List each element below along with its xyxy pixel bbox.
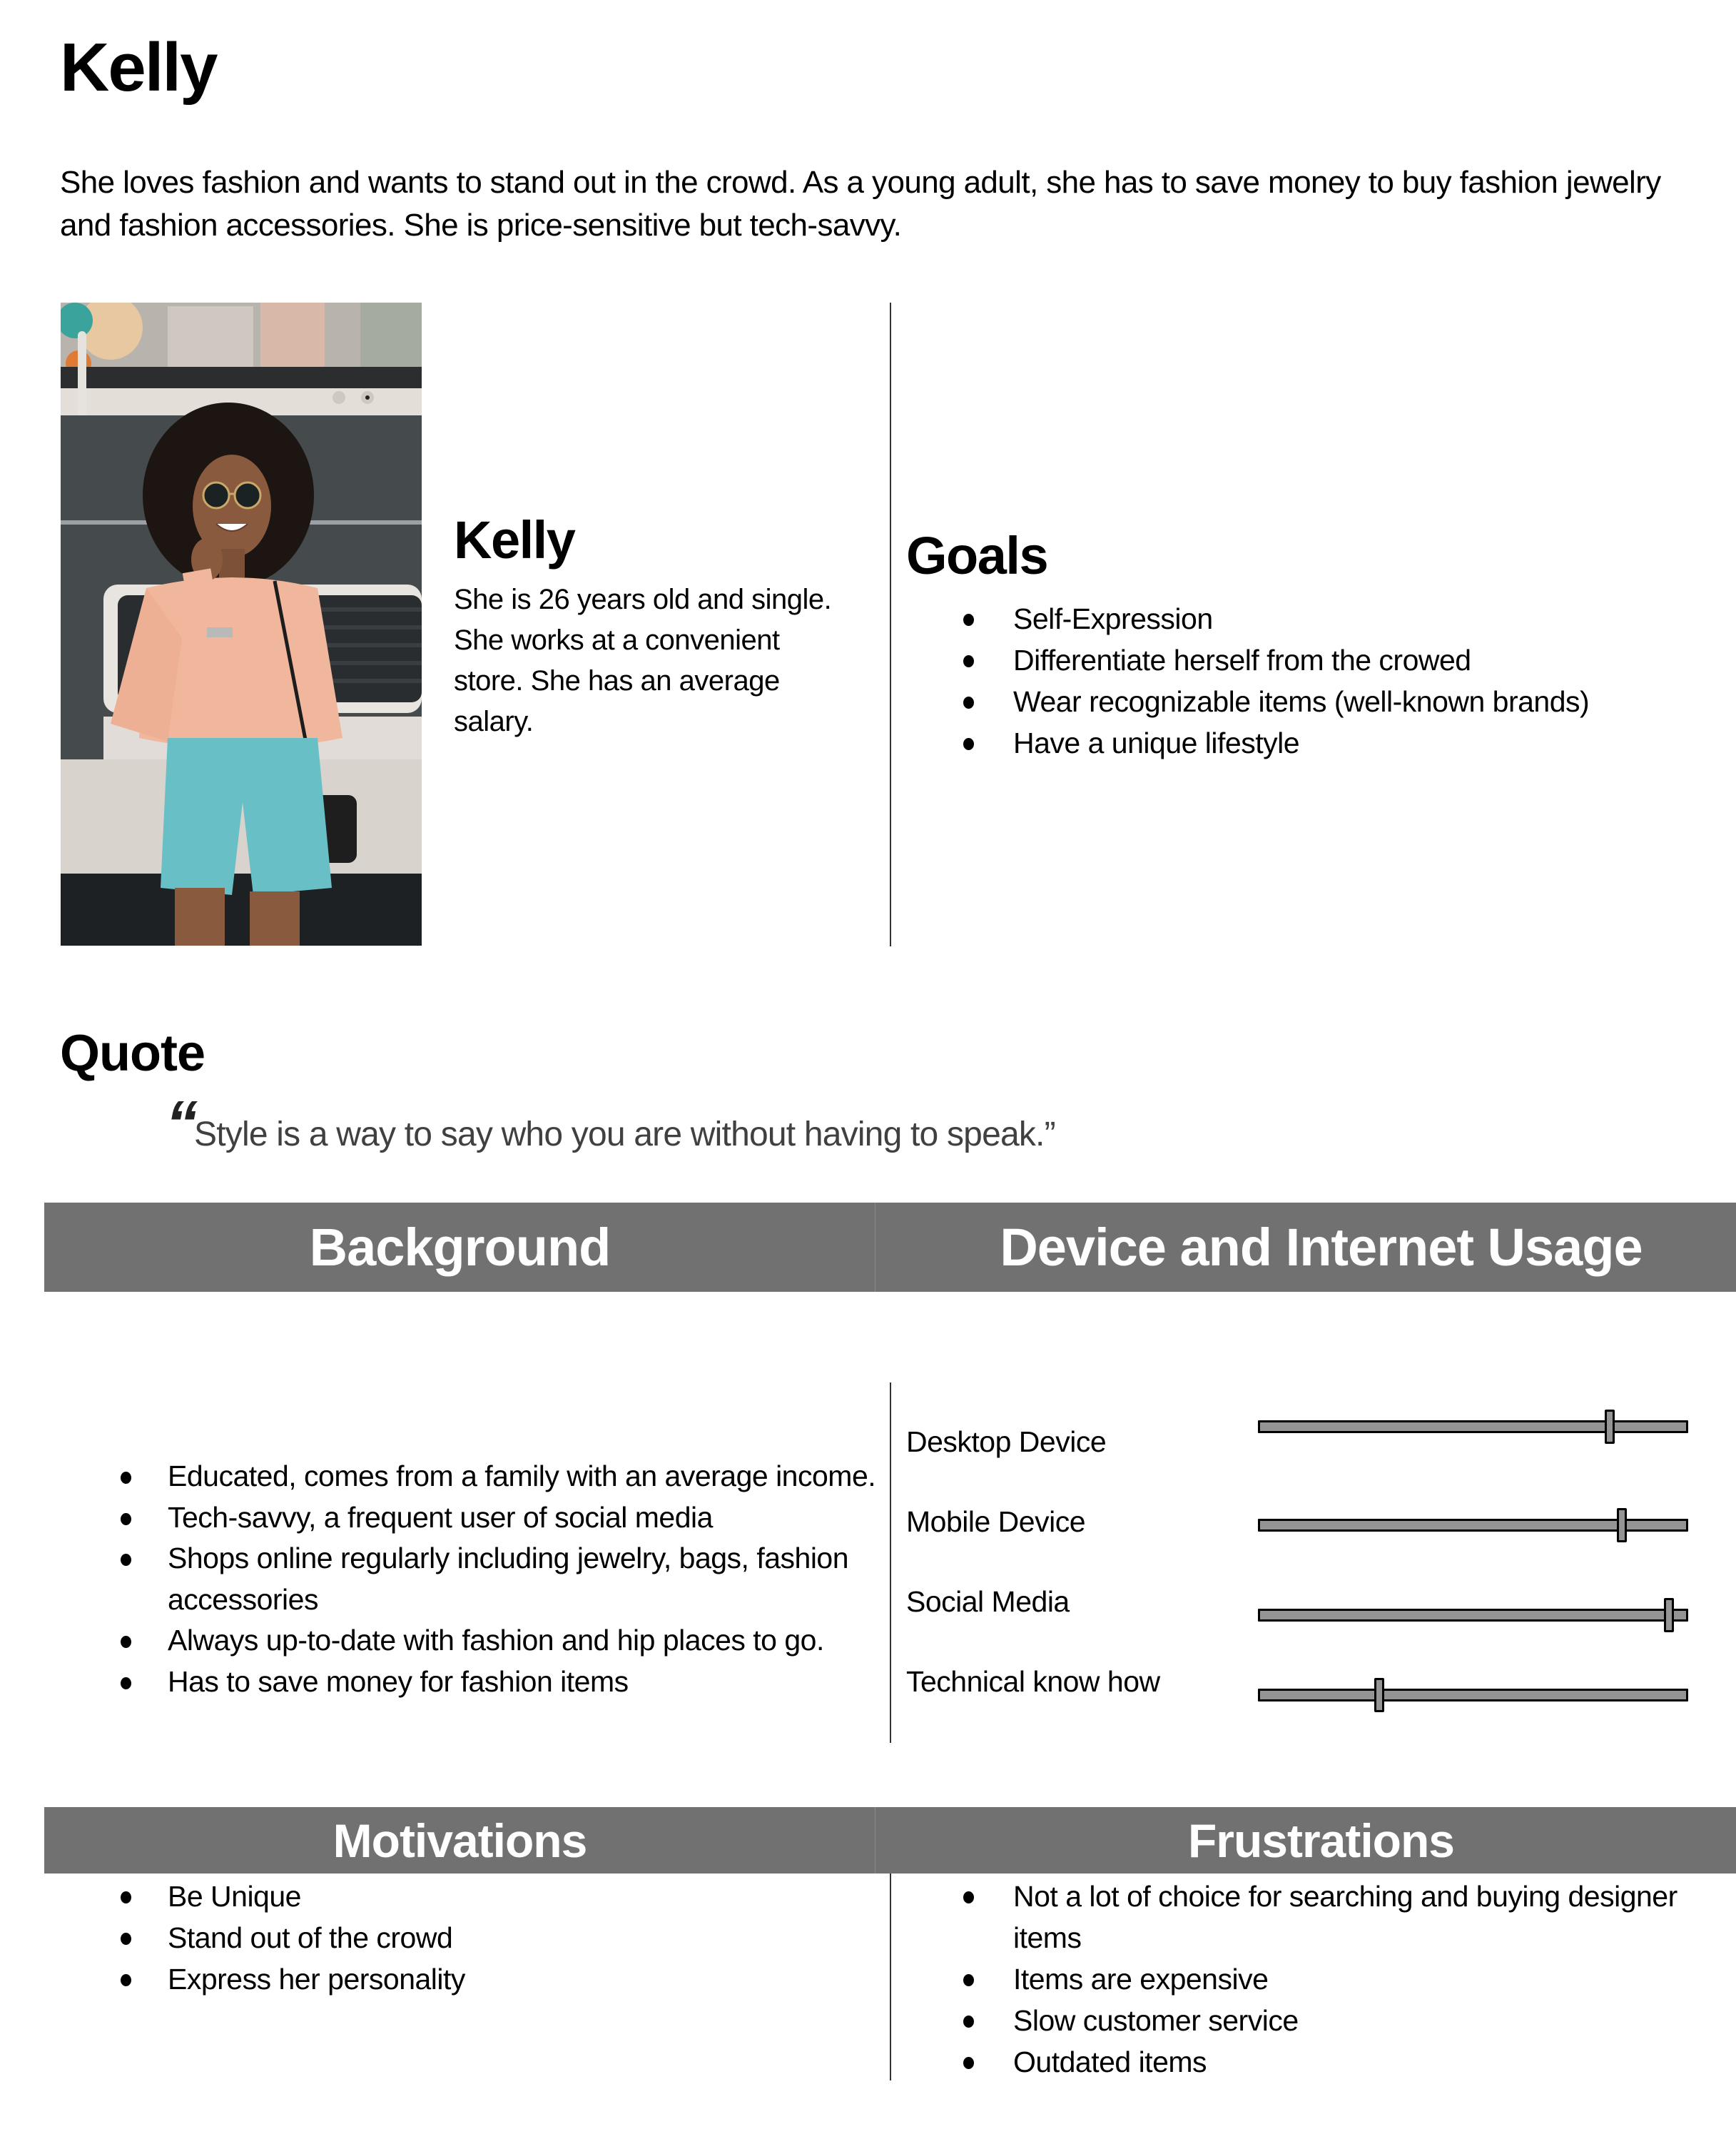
motivation-item: Stand out of the crowd (168, 1917, 881, 1958)
device-label-technical: Technical know how (906, 1665, 1160, 1698)
divider-vertical-bottom (890, 1873, 891, 2080)
divider-vertical-middle (890, 1382, 891, 1743)
device-label-desktop: Desktop Device (906, 1425, 1107, 1458)
section-title-background: Background (309, 1218, 611, 1277)
divider-vertical-top (890, 303, 891, 946)
section-header-device-usage (906, 1203, 1736, 1292)
device-label-mobile: Mobile Device (906, 1505, 1085, 1538)
section-header-frustrations (906, 1807, 1736, 1873)
section-title-frustrations: Frustrations (1187, 1814, 1455, 1867)
slider-desktop-device[interactable] (1258, 1420, 1688, 1433)
background-item: Educated, comes from a family with an average income. (168, 1456, 888, 1497)
persona-photo (61, 303, 422, 946)
frustrations-list (1013, 1876, 1727, 2083)
slider-thumb-mobile[interactable] (1617, 1508, 1627, 1542)
background-item: Has to save money for fashion items (168, 1662, 888, 1703)
quote-heading: Quote (60, 1025, 205, 1082)
motivation-item: Be Unique (168, 1876, 881, 1917)
profile-bio: She is 26 years old and single. She works at a convenient store. She has an average salary. (454, 584, 832, 737)
goal-item: Self-Expression (1013, 598, 1727, 639)
slider-technical-know-how[interactable] (1258, 1689, 1688, 1701)
motivation-item: Express her personality (168, 1958, 881, 2000)
slider-thumb-technical[interactable] (1374, 1678, 1384, 1712)
slider-social-media[interactable] (1258, 1609, 1688, 1622)
section-header-separator (875, 1203, 907, 1292)
section-header-background (44, 1203, 875, 1292)
intro-paragraph: She loves fashion and wants to stand out in the crowd. As a young adult, she has to save money to buy fashion jewelry and fashion accessories. She is price-sensitive but tech-savvy. (60, 165, 1661, 243)
slider-mobile-device[interactable] (1258, 1519, 1688, 1532)
motivations-list (168, 1876, 881, 2000)
background-item: Tech-savvy, a frequent user of social media (168, 1497, 888, 1539)
background-list (168, 1456, 888, 1702)
goal-item: Wear recognizable items (well-known brands) (1013, 681, 1727, 722)
device-label-social: Social Media (906, 1585, 1070, 1618)
background-item: Shops online regularly including jewelry, bags, fashion accessories (168, 1538, 888, 1620)
page-title: Kelly (60, 29, 217, 106)
goal-item: Have a unique lifestyle (1013, 722, 1727, 764)
frustration-item: Outdated items (1013, 2041, 1727, 2083)
persona-photo-illustration (61, 303, 422, 946)
section-header-separator-2 (875, 1807, 907, 1873)
background-item: Always up-to-date with fashion and hip places to go. (168, 1620, 888, 1662)
section-header-motivations (44, 1807, 875, 1873)
open-quote-icon: “ (166, 1088, 198, 1160)
slider-thumb-desktop[interactable] (1605, 1410, 1615, 1444)
section-title-device-usage: Device and Internet Usage (1000, 1218, 1643, 1277)
slider-thumb-social[interactable] (1664, 1598, 1674, 1632)
frustration-item: Not a lot of choice for searching and buying designer items (1013, 1876, 1727, 1958)
goals-heading: Goals (906, 526, 1048, 585)
goal-item: Differentiate herself from the crowed (1013, 639, 1727, 681)
frustration-item: Slow customer service (1013, 2000, 1727, 2041)
frustration-item: Items are expensive (1013, 1958, 1727, 2000)
quote-text: Style is a way to say who you are without having to speak.” (194, 1116, 1055, 1153)
profile-name: Kelly (454, 510, 575, 570)
goals-list (1013, 598, 1727, 764)
section-title-motivations: Motivations (333, 1814, 587, 1867)
